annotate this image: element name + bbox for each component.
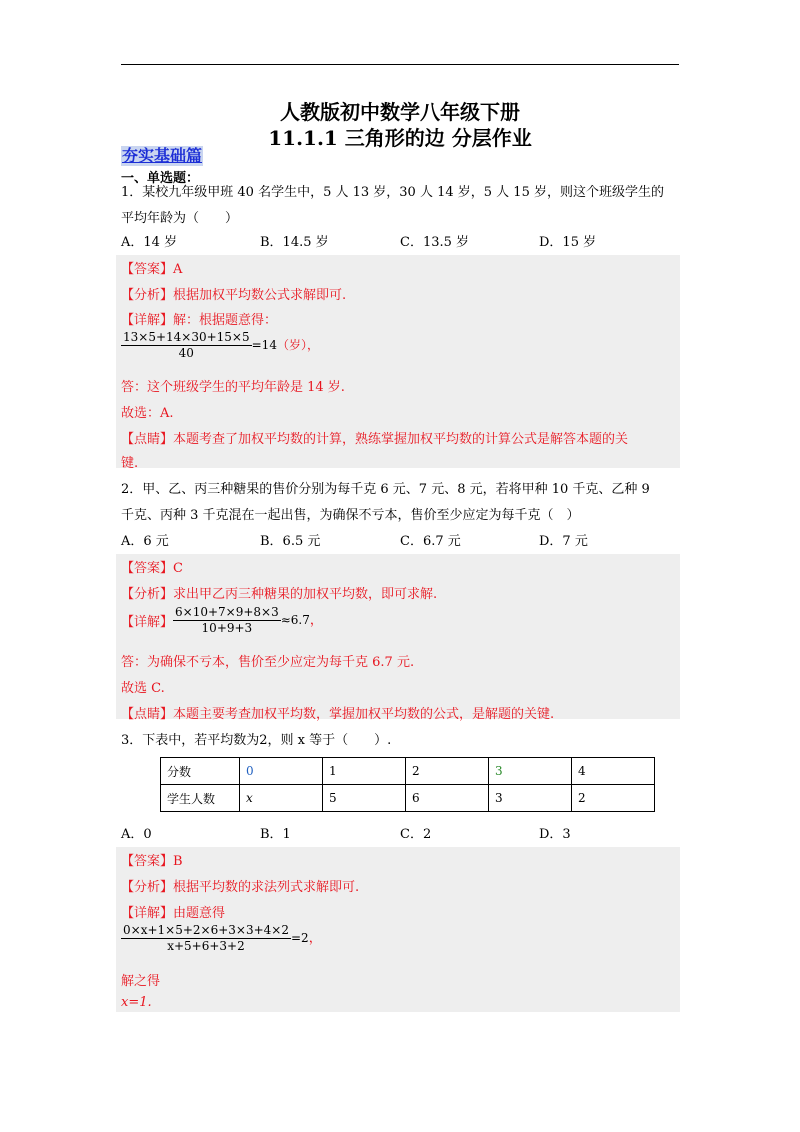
q2-comment: 【点睛】本题主要考查加权平均数，掌握加权平均数的公式，是解题的关键. <box>121 707 555 722</box>
table-row <box>161 758 655 785</box>
q3-result: x=1. <box>121 995 152 1010</box>
doc-title: 人教版初中数学八年级下册 <box>280 100 520 124</box>
q2-answer: 【答案】C <box>121 561 183 576</box>
q3-analysis: 【分析】根据平均数的求法列式求解即可. <box>121 880 360 895</box>
q1-comment-line2: 键. <box>121 456 139 471</box>
table-cell: 2 <box>406 758 489 785</box>
q3-solve: 解之得 <box>121 974 161 989</box>
q1-detail: 【详解】解：根据题意得： <box>121 313 278 328</box>
table-cell: 学生人数 <box>161 785 240 812</box>
doc-subtitle: 11.1.1 三角形的边 分层作业 <box>268 126 532 150</box>
table-cell: 0 <box>240 758 323 785</box>
section-title: 夯实基础篇 <box>122 146 203 165</box>
q2-conclusion: 答：为确保不亏本，售价至少应定为每千克 6.7 元. <box>121 655 415 670</box>
score-table <box>160 757 655 812</box>
q1-option-c: C．13.5 岁 <box>400 235 470 250</box>
q1-conclusion: 答：这个班级学生的平均年龄是 14 岁. <box>121 380 345 395</box>
q1-stem-line2: 平均年龄为（ ） <box>121 211 239 226</box>
table-cell: 3 <box>489 785 572 812</box>
header-rule <box>121 64 679 65</box>
q1-option-b: B．14.5 岁 <box>260 235 329 250</box>
q2-stem-line1: 2．甲、乙、丙三种糖果的售价分别为每千克 6 元、7 元、8 元，若将甲种 10 千克、乙种 9 <box>121 482 650 497</box>
q2-option-c: C．6.7 元 <box>400 534 461 549</box>
q3-stem: 3．下表中，若平均数为2，则 x 等于（ ）. <box>121 733 392 748</box>
q2-stem-line2: 千克、丙种 3 千克混在一起出售，为确保不亏本，售价至少应定为每千克（ ） <box>121 508 580 523</box>
q3-options <box>121 823 681 841</box>
table-cell: 1 <box>323 758 406 785</box>
q2-options <box>121 530 681 548</box>
q3-option-b: B．1 <box>260 827 291 842</box>
table-cell: 5 <box>323 785 406 812</box>
q3-option-c: C．2 <box>400 827 432 842</box>
table-cell: x <box>240 785 323 812</box>
q2-choose: 故选 C. <box>121 681 165 696</box>
q2-option-a: A．6 元 <box>121 534 169 549</box>
q3-option-a: A．0 <box>121 827 152 842</box>
q1-options <box>121 231 681 249</box>
q3-option-d: D．3 <box>539 827 571 842</box>
q1-stem-line1: 1．某校九年级甲班 40 名学生中，5 人 13 岁，30 人 14 岁，5 人 15 岁，则这个班级学生的 <box>121 185 664 200</box>
table-cell: 分数 <box>161 758 240 785</box>
q3-detail: 【详解】由题意得 <box>121 906 226 921</box>
q1-option-d: D．15 岁 <box>539 235 597 250</box>
table-cell: 4 <box>572 758 655 785</box>
q3-formula: $\frac{0\times x+1\times 5+2\times 6+3\times 3+4\times 2}{x+5+6+3+2}$ =2， <box>123 923 322 953</box>
table-cell: 6 <box>406 785 489 812</box>
q1-option-a: A．14 岁 <box>121 235 178 250</box>
q1-answer: 【答案】A <box>121 262 183 277</box>
q2-formula: 【详解】 $\frac{6\times 10+7\times 9+8\times 3}{10+9+3}$ ≈6.7， <box>121 605 323 635</box>
q2-option-b: B．6.5 元 <box>260 534 321 549</box>
q1-formula: $\frac{13\times 5+14\times 30+15\times 5}{40}$ =14（岁）， <box>123 330 319 360</box>
q2-option-d: D．7 元 <box>539 534 588 549</box>
q2-analysis: 【分析】求出甲乙丙三种糖果的加权平均数，即可求解. <box>121 587 438 602</box>
q1-comment: 【点睛】本题考查了加权平均数的计算，熟练掌握加权平均数的计算公式是解答本题的关 <box>121 432 629 447</box>
q1-choose: 故选：A. <box>121 406 174 421</box>
q3-answer: 【答案】B <box>121 854 183 869</box>
q1-analysis: 【分析】根据加权平均数公式求解即可. <box>121 288 347 303</box>
table-cell: 3 <box>489 758 572 785</box>
q2-solution-box <box>116 554 680 719</box>
section-heading: 一、单选题： <box>121 171 200 186</box>
table-row <box>161 785 655 812</box>
table-cell: 2 <box>572 785 655 812</box>
